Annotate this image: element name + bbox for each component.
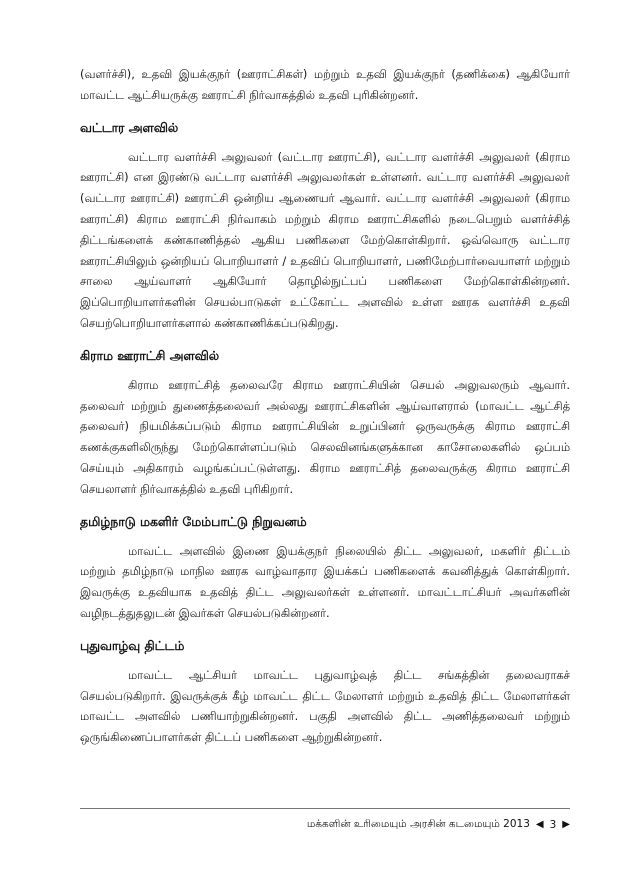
section-paragraph: கிராம ஊராட்சித் தலைவரே கிராம ஊராட்சியின் செயல் அலுவலரும் ஆவார். தலைவர் மற்றும் துணைத்தலைவர் அல்லது ஊராட்சிகளின் ஆய்வாளரால் (மாவட்ட ஆட்சித் தலைவர்) நியமிக்கப்படும் கிராம ஊராட்சியின் உறுப்பினர் ஒருவருக்கு கிராம ஊராட்சி கணக்குகளிலிருந்து மேற்கொள்ளப்படும் செலவினங்களுக்கான காசோலைகளில் ஒப்பம் செய்யும் அதிகாரம் வழங்கப்பட்டுள்ளது. கிராம ஊராட்சித் தலைவருக்கு கிராம ஊராட்சி செயலாளர் நிர்வாகத்தில் உதவி புரிகிறார்.: [80, 377, 570, 496]
intro-paragraph: (வளர்ச்சி), உதவி இயக்குநர் (ஊராட்சிகள்) மற்றும் உதவி இயக்குநர் (தணிக்கை) ஆகியோர் மாவட்ட ஆட்சியருக்கு ஊராட்சி நிர்வாகத்தில் உதவி புரிகின்றனர்.: [80, 67, 570, 102]
section-heading: புதுவாழ்வு திட்டம்: [80, 637, 185, 653]
triangle-left-icon: ◀: [535, 819, 544, 830]
section-paragraph: மாவட்ட ஆட்சியர் மாவட்ட புதுவாழ்வுத் திட்ட சங்கத்தின் தலைவராகச் செயல்படுகிறார். இவருக்குக் கீழ் மாவட்ட திட்ட மேலாளர் மற்றும் உதவித் திட்ட மேலாளர்கள் மாவட்ட அளவில் பணியாற்றுகின்றனர். பகுதி அளவில் திட்ட அணித்தலைவர் மற்றும் ஒருங்கிணைப்பாளர்கள் திட்டப் பணிகளை ஆற்றுகின்றனர்.: [80, 667, 570, 745]
section-block-level: [80, 119, 570, 334]
section-heading: வட்டார அளவில்: [80, 119, 179, 135]
page-footer: [307, 818, 570, 831]
footer-divider: [80, 808, 570, 809]
section-women-development: [80, 513, 570, 624]
section-pudhu-vazhvu: [80, 637, 570, 748]
section-village-level: [80, 347, 570, 500]
footer-title: மக்களின் உரிமையும் அரசின் கடமையும் 2013: [306, 818, 530, 830]
triangle-right-icon: ▶: [562, 819, 570, 830]
section-heading: கிராம ஊராட்சி அளவில்: [80, 347, 219, 363]
section-paragraph: மாவட்ட அளவில் இணை இயக்குநர் நிலையில் திட்ட அலுவலர், மகளிர் திட்டம் மற்றும் தமிழ்நாடு மாநில ஊரக வாழ்வாதார இயக்கப் பணிகளைக் கவனித்துக் கொள்கிறார். இவருக்கு உதவியாக உதவித் திட்ட அலுவலர்கள் உள்ளனர். மாவட்டாட்சியர் அவர்களின் வழிநடத்துதலுடன் இவர்கள் செயல்படுகின்றனர்.: [80, 543, 570, 620]
section-paragraph: வட்டார வளர்ச்சி அலுவலர் (வட்டார ஊராட்சி), வட்டார வளர்ச்சி அலுவலர் (கிராம ஊராட்சி) என இரண்டு வட்டார வளர்ச்சி அலுவலர்கள் உள்ளனர். வட்டார வளர்ச்சி அலுவலர் (வட்டார ஊராட்சி) ஊராட்சி ஒன்றிய ஆணையர் ஆவார். வட்டார வளர்ச்சி அலுவலர் (கிராம ஊராட்சி) கிராம ஊராட்சி நிர்வாகம் மற்றும் கிராம ஊராட்சிகளில் நடைபெறும் வளர்ச்சித் திட்டங்களைக் கண்காணித்தல் ஆகிய பணிகளை மேற்கொள்கிறார். ஒவ்வொரு வட்டார ஊராட்சியிலும் ஒன்றியப் பொறியாளர் / உதவிப் பொறியாளர், பணிமேற்பார்வையாளர் மற்றும் சாலை ஆய்வாளர் ஆகியோர் தொழில்நுட்பப் பணிகளை மேற்கொள்கின்றனர். இப்பொறியாளர்களின் செயல்பாடுகள் உட்கோட்ட அளவில் உள்ள ஊரக வளர்ச்சி உதவி செயற்பொறியாளர்களால் கண்காணிக்கப்படுகிறது.: [80, 149, 570, 330]
section-heading: தமிழ்நாடு மகளிர் மேம்பாட்டு நிறுவனம்: [80, 513, 307, 529]
page-number: 3: [549, 818, 557, 831]
page-content: [80, 64, 570, 748]
